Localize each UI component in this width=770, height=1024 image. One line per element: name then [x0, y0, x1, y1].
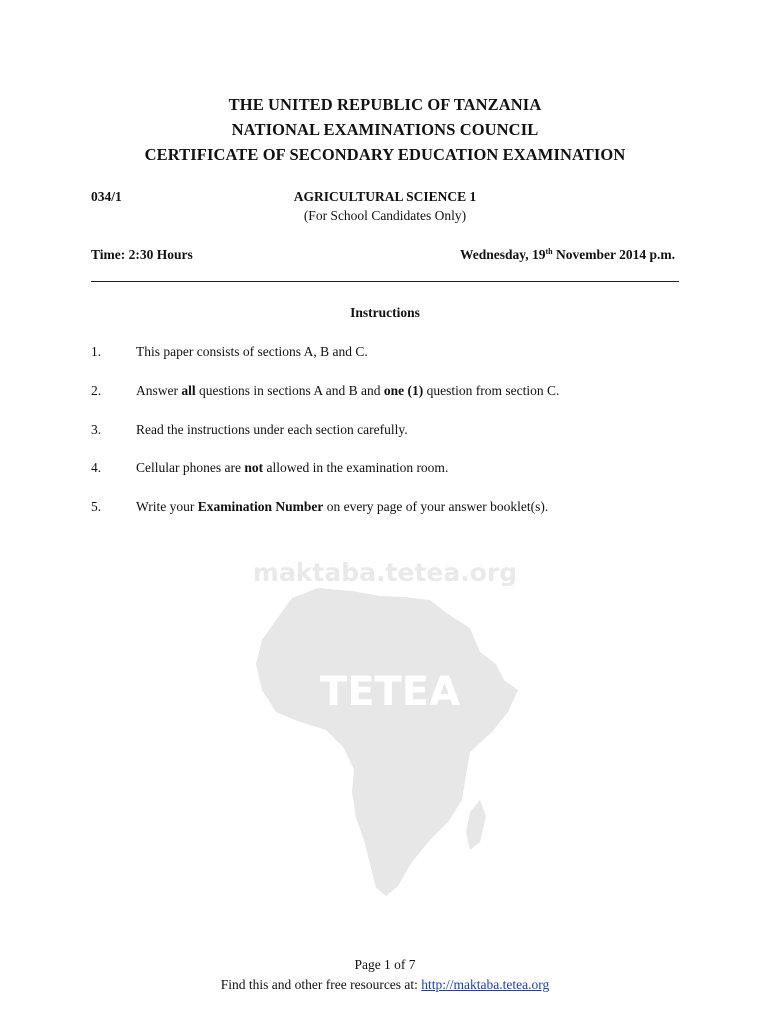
instruction-number: 4. — [91, 460, 102, 475]
candidates-note: (For School Candidates Only) — [303, 208, 467, 223]
instruction-run: questions in sections A and B and — [195, 383, 384, 398]
instruction-number: 1. — [91, 344, 102, 359]
subject-title: AGRICULTURAL SCIENCE 1 — [293, 189, 477, 204]
instruction-number: 2. — [91, 383, 102, 398]
instruction-text — [136, 460, 448, 476]
instruction-emphasis: one (1) — [383, 383, 424, 398]
exam-date — [460, 247, 675, 263]
resources-note — [0, 977, 770, 993]
instruction-emphasis: not — [244, 460, 264, 475]
paper-code: 034/1 — [91, 189, 122, 204]
date-prefix: Wednesday, 19 — [459, 247, 546, 262]
instruction-number: 5. — [91, 499, 102, 514]
instruction-run: This paper consists of sections A, B and C. — [136, 344, 368, 359]
instruction-run: allowed in the examination room. — [263, 460, 449, 475]
madagascar-shape — [466, 800, 486, 850]
country-title: THE UNITED REPUBLIC OF TANZANIA — [228, 95, 542, 114]
instructions-heading: Instructions — [350, 305, 420, 320]
africa-shape — [256, 588, 518, 896]
instruction-text — [136, 383, 559, 399]
instruction-emphasis: Examination Number — [197, 499, 324, 514]
watermark-site-text: maktaba.tetea.org — [252, 558, 518, 587]
instruction-text — [136, 344, 368, 360]
instruction-run: Cellular phones are — [136, 460, 245, 475]
date-ordinal: th — [545, 247, 553, 256]
page-number: Page 1 of 7 — [354, 957, 416, 972]
instruction-run: Write your — [136, 499, 198, 514]
date-rest: November 2014 p.m. — [552, 247, 675, 262]
instruction-run: Answer — [136, 383, 182, 398]
council-title: NATIONAL EXAMINATIONS COUNCIL — [231, 120, 539, 139]
header-divider — [91, 281, 679, 282]
instruction-run: on every page of your answer booklet(s). — [323, 499, 549, 514]
instruction-text — [136, 499, 548, 515]
exam-title: CERTIFICATE OF SECONDARY EDUCATION EXAMINATION — [144, 145, 626, 164]
instruction-run: Read the instructions under each section carefully. — [136, 422, 408, 437]
resources-prefix: Find this and other free resources at: — [220, 977, 422, 992]
watermark-brand-text: TETEA — [319, 669, 461, 715]
exam-duration: Time: 2:30 Hours — [91, 247, 193, 262]
resources-link[interactable]: http://maktaba.tetea.org — [421, 977, 550, 992]
instruction-run: question from section C. — [423, 383, 560, 398]
instruction-emphasis: all — [181, 383, 196, 398]
instruction-text — [136, 422, 408, 438]
instruction-number: 3. — [91, 422, 102, 437]
